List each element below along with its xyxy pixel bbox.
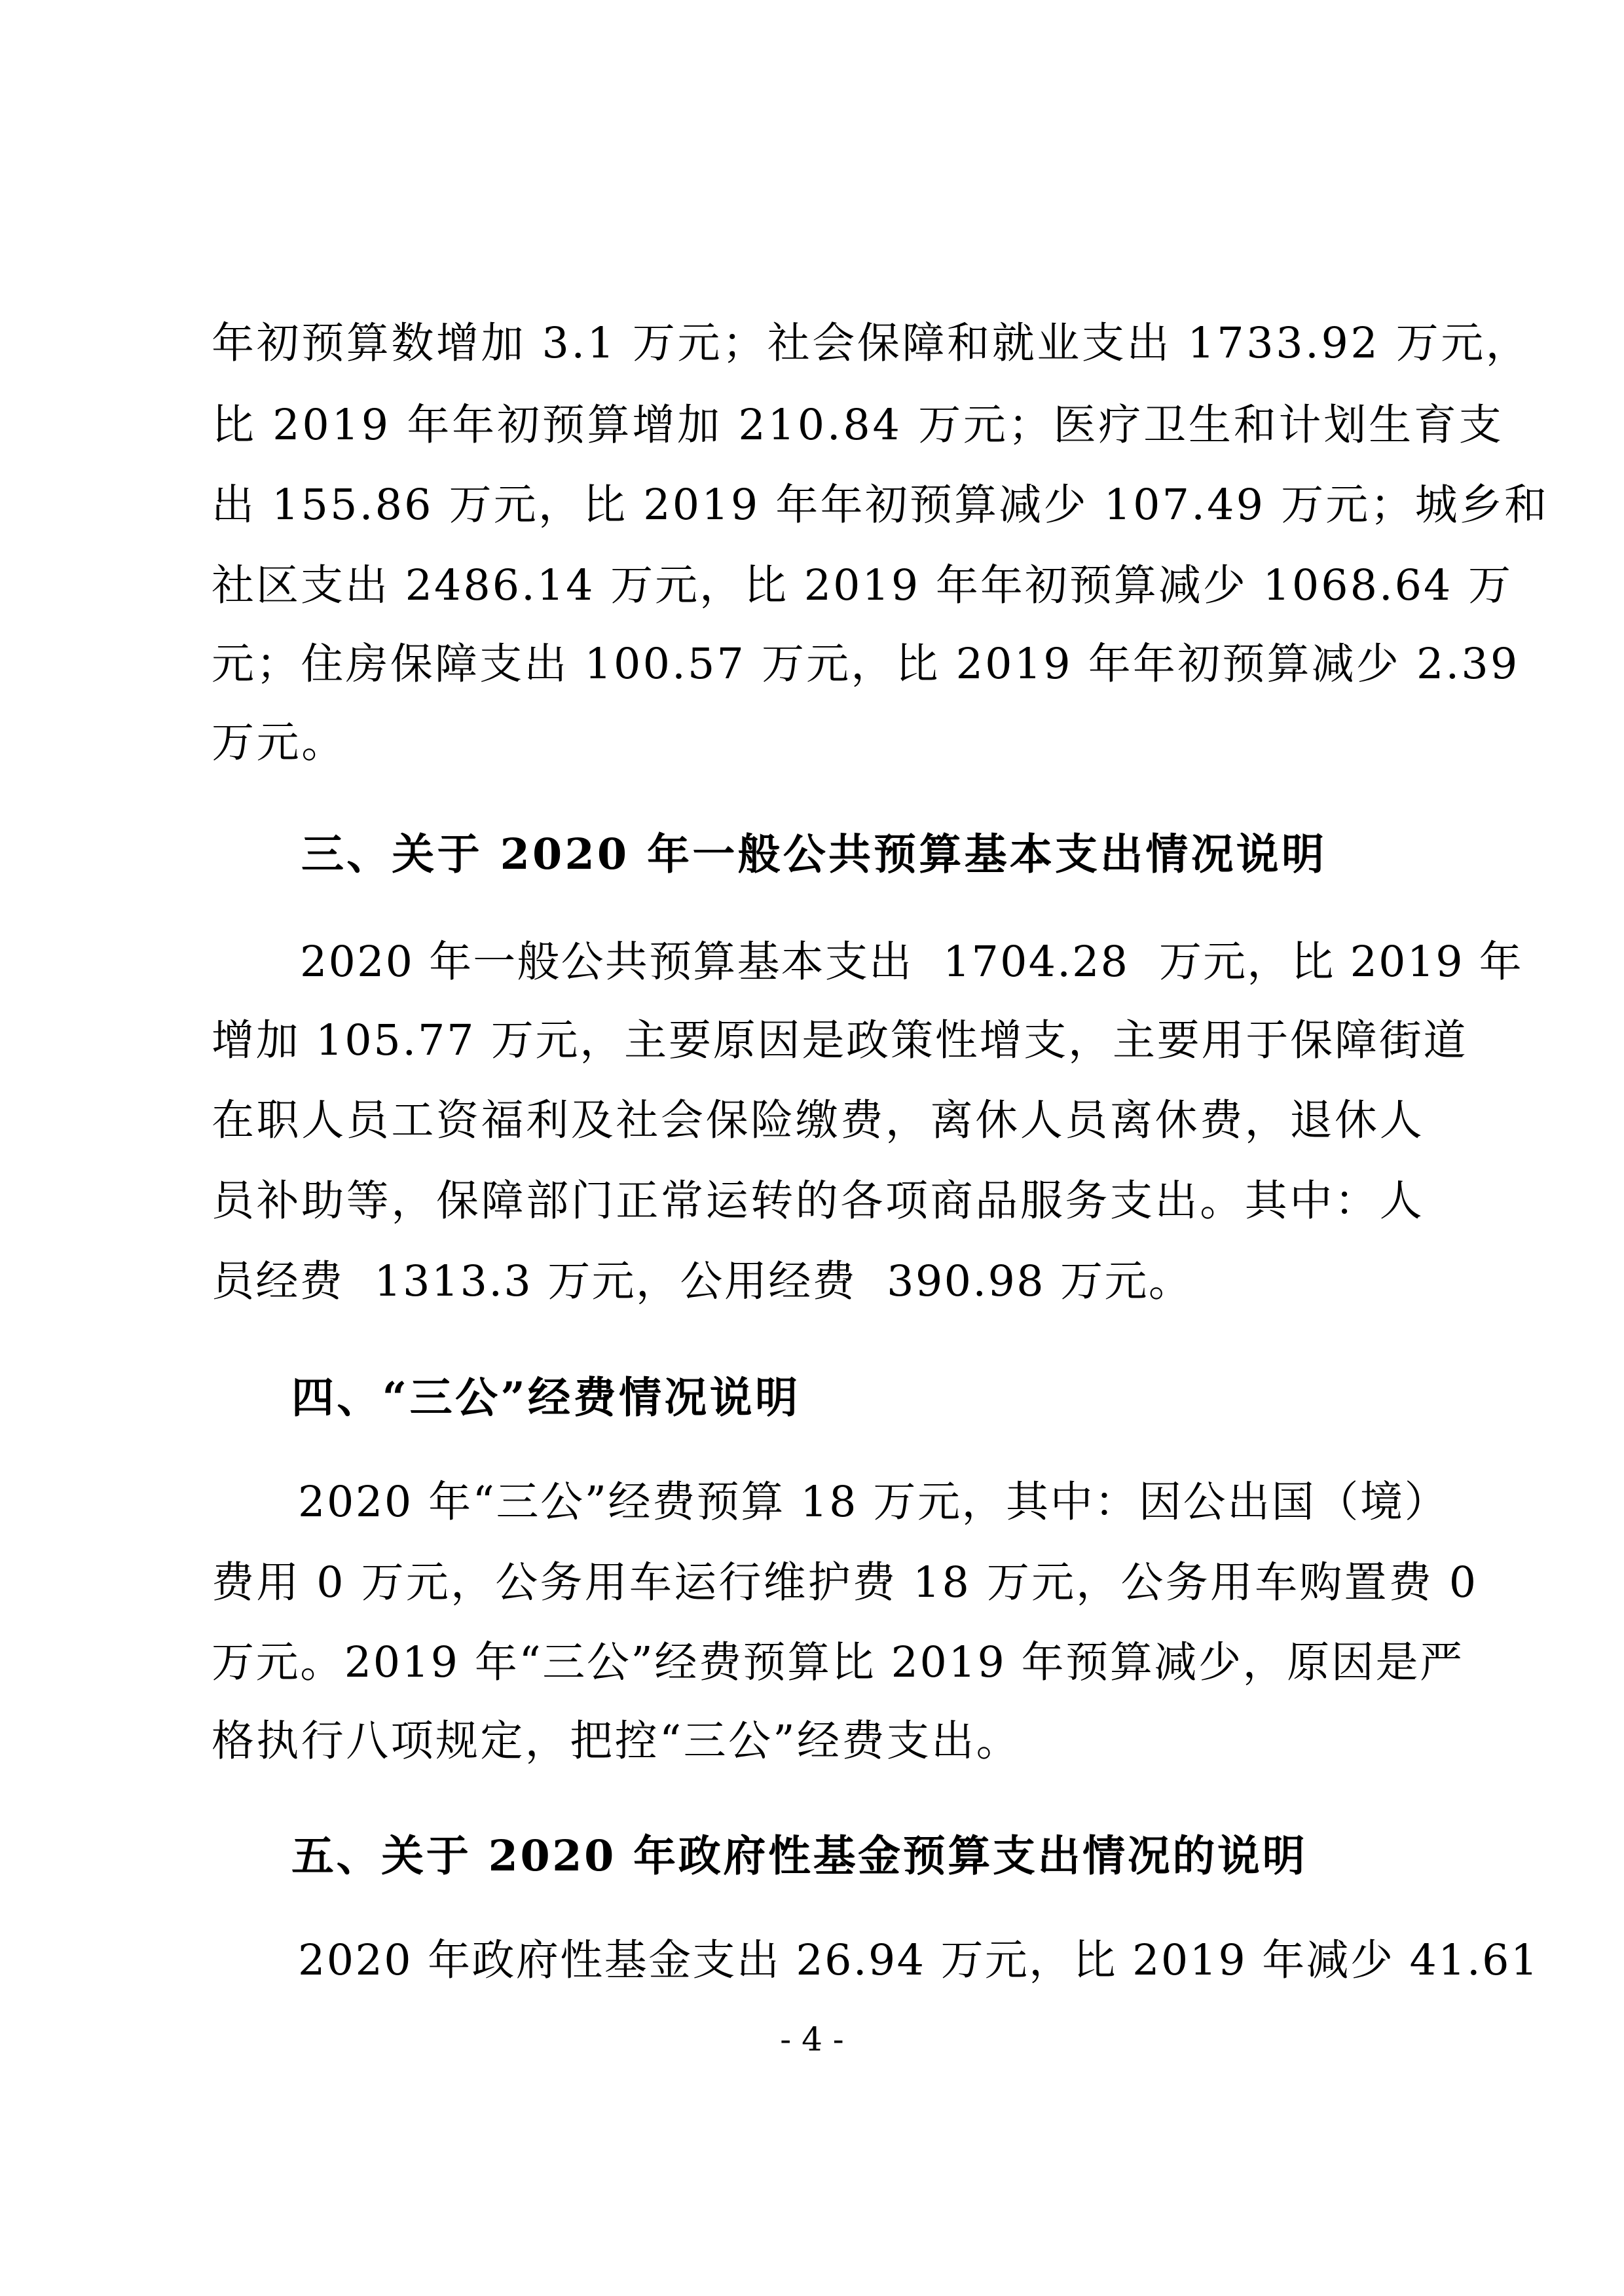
line-text: 格执行八项规定，把控“三公”经费支出。 [212, 1717, 1022, 1766]
heading-text: 三、关于 2020 年一般公共预算基本支出情况说明 [301, 829, 1327, 879]
body-text-line [0, 547, 1624, 625]
line-text: 比 2019 年年初预算增加 210.84 万元；医疗卫生和计划生育支 [212, 401, 1504, 450]
line-text: 增加 105.77 万元，主要原因是政策性增支，主要用于保障街道 [212, 1016, 1468, 1065]
line-text: 员补助等，保障部门正常运转的各项商品服务支出。其中：人 [212, 1176, 1425, 1226]
heading-text: 四、“三公”经费情况说明 [291, 1373, 801, 1423]
line-text: 2020 年“三公”经费预算 18 万元，其中：因公出国（境） [298, 1478, 1449, 1527]
body-text-line [0, 1922, 1624, 2000]
body-text-line [0, 1544, 1624, 1622]
line-text: 万元。 [212, 718, 346, 767]
body-text-line [0, 1082, 1624, 1160]
body-text-line [0, 1162, 1624, 1241]
body-text-line [0, 386, 1624, 465]
line-text: 费用 0 万元，公务用车运行维护费 18 万元，公务用车购置费 0 [212, 1558, 1479, 1607]
body-text-line [0, 466, 1624, 545]
body-text-line [0, 923, 1624, 1002]
line-text: 年初预算数增加 3.1 万元；社会保障和就业支出 1733.92 万元， [212, 319, 1531, 368]
body-text-line [0, 304, 1624, 383]
line-text: 2020 年一般公共预算基本支出 1704.28 万元，比 2019 年 [300, 938, 1523, 987]
line-text: 元；住房保障支出 100.57 万元，比 2019 年年初预算减少 2.39 [212, 640, 1520, 689]
section-heading-4 [0, 1358, 1624, 1437]
body-text-line [0, 625, 1624, 704]
line-text: 万元。2019 年“三公”经费预算比 2019 年预算减少，原因是严 [212, 1638, 1464, 1687]
body-text-line [0, 704, 1624, 782]
line-text: 社区支出 2486.14 万元，比 2019 年年初预算减少 1068.64 万 [212, 561, 1513, 610]
section-heading-3 [0, 815, 1624, 894]
body-text-line [0, 1702, 1624, 1781]
body-text-line [0, 1243, 1624, 1321]
page-number: - 4 - [780, 2020, 844, 2058]
line-text: 2020 年政府性基金支出 26.94 万元，比 2019 年减少 41.61 [298, 1936, 1540, 1985]
body-text-line [0, 1002, 1624, 1080]
line-text: 员经费 1313.3 万元，公用经费 390.98 万元。 [212, 1257, 1193, 1306]
body-text-line [0, 1463, 1624, 1542]
body-text-line [0, 1624, 1624, 1702]
section-heading-5 [0, 1817, 1624, 1895]
line-text: 在职人员工资福利及社会保险缴费，离休人员离休费，退休人 [212, 1096, 1425, 1145]
line-text: 出 155.86 万元，比 2019 年年初预算减少 107.49 万元；城乡和 [212, 481, 1549, 530]
heading-text: 五、关于 2020 年政府性基金预算支出情况的说明 [291, 1831, 1308, 1881]
